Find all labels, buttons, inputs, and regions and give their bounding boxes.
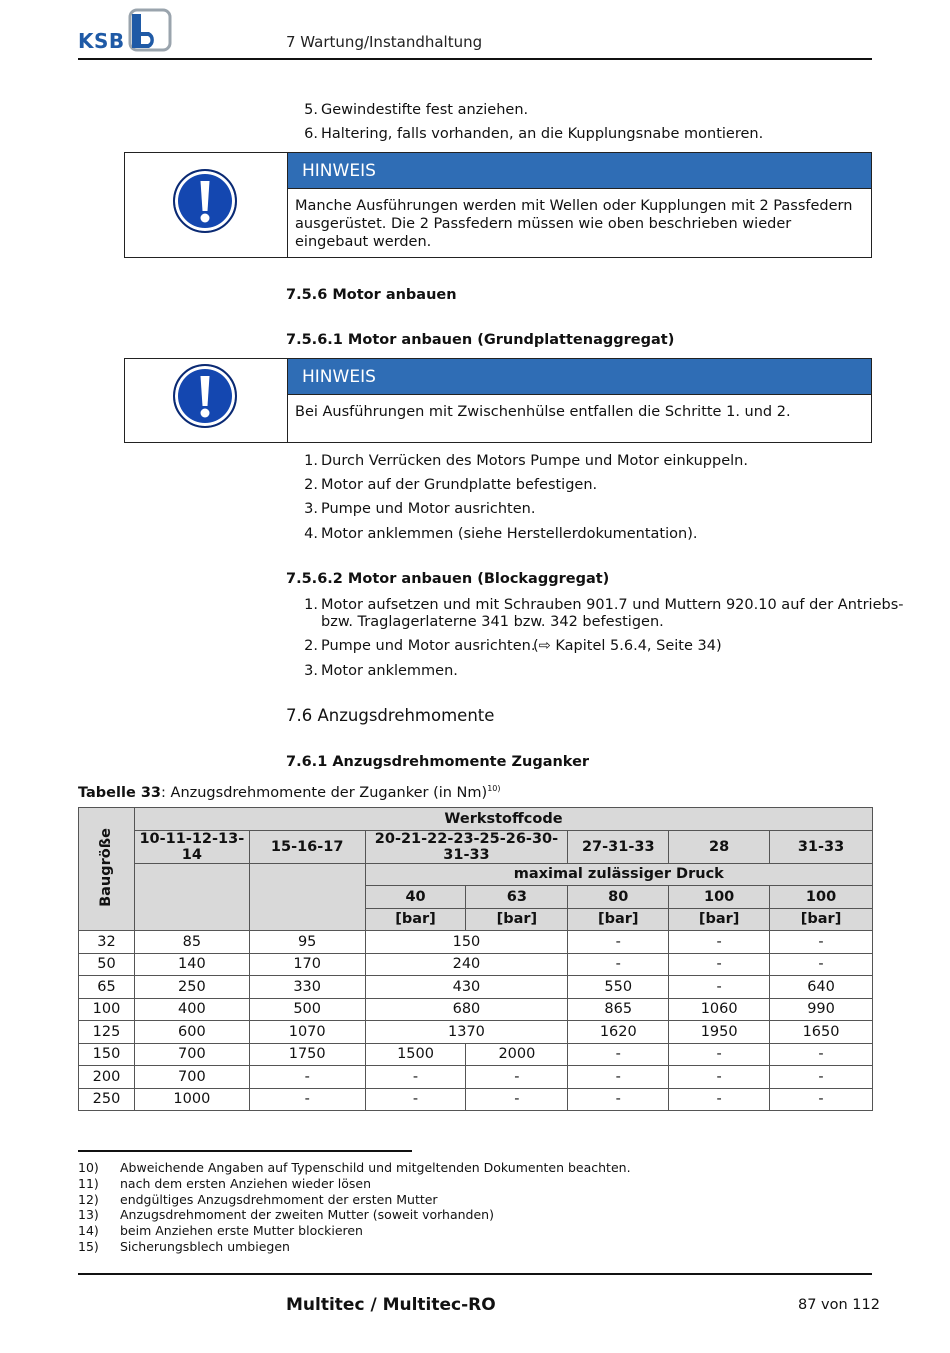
list-item <box>300 476 872 494</box>
ksb-logo-icon <box>127 8 173 52</box>
pressure-value: 80 <box>568 886 669 909</box>
table-cell: - <box>568 1088 669 1111</box>
table-cell: 150 <box>365 931 568 954</box>
pressure-unit: [bar] <box>568 908 669 931</box>
table-row <box>79 953 873 976</box>
table-cell: - <box>568 1066 669 1089</box>
page-number: 87 von 112 <box>798 1297 880 1313</box>
footnote <box>78 1176 872 1192</box>
table-cell: 1060 <box>669 998 770 1021</box>
table-cell: 250 <box>134 976 249 999</box>
footnote-number: 10) <box>78 1160 99 1175</box>
code-header: 28 <box>669 830 770 863</box>
step-text: Gewindestifte fest anziehen. <box>321 102 529 118</box>
footnote-ref: 10) <box>487 784 501 793</box>
list-item <box>300 596 904 632</box>
list-item <box>300 637 872 655</box>
table-cell: 1620 <box>568 1021 669 1044</box>
table-cell: 1070 <box>249 1021 365 1044</box>
table-cell: 140 <box>134 953 249 976</box>
step-text: Durch Verrücken des Motors Pumpe und Motor einkuppeln. <box>321 453 748 469</box>
table-cell: 1000 <box>134 1088 249 1111</box>
step-number: 4. <box>304 526 318 542</box>
footnote-number: 15) <box>78 1239 99 1254</box>
table-cell: - <box>365 1088 466 1111</box>
code-header: 10-11-12-13-14 <box>134 830 249 863</box>
table-cell: - <box>669 1066 770 1089</box>
table-cell: - <box>669 1043 770 1066</box>
table-caption <box>78 784 501 801</box>
table-cell: 1370 <box>365 1021 568 1044</box>
table-cell: 1950 <box>669 1021 770 1044</box>
table-cell: - <box>770 953 873 976</box>
step-number: 1. <box>304 597 318 613</box>
footnotes <box>78 1160 872 1260</box>
step-number: 6. <box>304 126 318 142</box>
step-text: Pumpe und Motor ausrichten. <box>321 501 536 517</box>
table-cell: 990 <box>770 998 873 1021</box>
footnote-rule <box>78 1150 412 1152</box>
table-caption-number: Tabelle 33 <box>78 784 162 801</box>
note-label: HINWEIS <box>288 153 871 189</box>
footer-rule <box>78 1273 872 1275</box>
pressure-unit: [bar] <box>770 908 873 931</box>
table-cell: 600 <box>134 1021 249 1044</box>
row-header: Baugröße <box>98 827 115 907</box>
table-cell: 680 <box>365 998 568 1021</box>
table-cell: 500 <box>249 998 365 1021</box>
table-cell: - <box>669 976 770 999</box>
table-cell: 330 <box>249 976 365 999</box>
table-cell: - <box>669 953 770 976</box>
step-text: Haltering, falls vorhanden, an die Kupplungsnabe montieren. <box>321 126 764 142</box>
step-text: Motor aufsetzen und mit Schrauben 901.7 und Muttern 920.10 auf der Antriebs- <box>321 597 904 613</box>
section-heading: 7.5.6.1 Motor anbauen (Grundplattenaggregat) <box>286 332 675 348</box>
code-header: 15-16-17 <box>249 830 365 863</box>
table-cell: 400 <box>134 998 249 1021</box>
size-cell: 100 <box>79 998 135 1021</box>
step-text: Motor auf der Grundplatte befestigen. <box>321 477 598 493</box>
document-title: Multitec / Multitec-RO <box>286 1295 496 1315</box>
ksb-logo-text: KSB <box>78 29 125 53</box>
step-number: 2. <box>304 638 318 654</box>
table-cell: 865 <box>568 998 669 1021</box>
footnote-text: endgültiges Anzugsdrehmoment der ersten Mutter <box>120 1192 438 1207</box>
table-cell: 700 <box>134 1066 249 1089</box>
row-header-cell <box>79 808 135 931</box>
table-cell: - <box>770 1088 873 1111</box>
table-cell: - <box>568 953 669 976</box>
table-cell: - <box>249 1088 365 1111</box>
footnote-text: nach dem ersten Anziehen wieder lösen <box>120 1176 372 1191</box>
table-cell: - <box>365 1066 466 1089</box>
pressure-value: 40 <box>365 886 466 909</box>
note-icon-cell <box>125 359 288 442</box>
size-cell: 125 <box>79 1021 135 1044</box>
footnote <box>78 1160 872 1176</box>
footnote-text: Abweichende Angaben auf Typenschild und mitgeltenden Dokumenten beachten. <box>120 1160 631 1175</box>
footnote-text: Sicherungsblech umbiegen <box>120 1239 290 1254</box>
footnote-text: Anzugsdrehmoment der zweiten Mutter (soweit vorhanden) <box>120 1207 494 1222</box>
table-cell: 640 <box>770 976 873 999</box>
table-cell: 550 <box>568 976 669 999</box>
code-header: 27-31-33 <box>568 830 669 863</box>
footnote <box>78 1207 872 1223</box>
footnote-number: 14) <box>78 1223 99 1238</box>
footnote-number: 13) <box>78 1207 99 1222</box>
size-cell: 50 <box>79 953 135 976</box>
table-row <box>79 976 873 999</box>
note-text: Manche Ausführungen werden mit Wellen oder Kupplungen mit 2 Passfedern ausgerüstet. Die 2 Passfedern müssen wie oben beschrieben wieder eingebaut werden. <box>295 198 853 250</box>
torque-table <box>78 807 873 1111</box>
list-item <box>300 452 872 470</box>
empty-header <box>134 863 249 931</box>
section-heading: 7.5.6 Motor anbauen <box>286 287 457 303</box>
step-text: bzw. Traglagerlaterne 341 bzw. 342 befestigen. <box>321 614 664 630</box>
table-cell: 1650 <box>770 1021 873 1044</box>
table-cell: 95 <box>249 931 365 954</box>
table-caption-text: : Anzugsdrehmomente der Zuganker (in Nm) <box>161 784 488 801</box>
note-icon-cell <box>125 153 288 257</box>
note-label: HINWEIS <box>288 359 871 395</box>
pressure-value: 100 <box>770 886 873 909</box>
table-cell: - <box>568 931 669 954</box>
pressure-unit: [bar] <box>669 908 770 931</box>
table-cell: 1500 <box>365 1043 466 1066</box>
size-cell: 65 <box>79 976 135 999</box>
table-cell: 2000 <box>466 1043 568 1066</box>
chapter-title: 7 Wartung/Instandhaltung <box>286 33 483 51</box>
table-cell: - <box>669 931 770 954</box>
table-cell: 700 <box>134 1043 249 1066</box>
step-text: Motor anklemmen (siehe Herstellerdokumentation). <box>321 526 698 542</box>
size-cell: 150 <box>79 1043 135 1066</box>
pressure-value: 63 <box>466 886 568 909</box>
footnote-text: beim Anziehen erste Mutter blockieren <box>120 1223 363 1238</box>
note-box <box>124 152 872 258</box>
pressure-header: maximal zulässiger Druck <box>365 863 872 886</box>
pressure-value: 100 <box>669 886 770 909</box>
cross-reference-link[interactable]: (⇨ Kapitel 5.6.4, Seite 34) <box>533 638 722 654</box>
table-cell: - <box>770 1066 873 1089</box>
step-number: 5. <box>304 102 318 118</box>
table-cell: - <box>466 1066 568 1089</box>
step-number: 1. <box>304 453 318 469</box>
list-item <box>300 500 872 518</box>
table-cell: - <box>770 931 873 954</box>
table-row <box>79 931 873 954</box>
table-cell: 240 <box>365 953 568 976</box>
pressure-unit: [bar] <box>365 908 466 931</box>
list-item <box>300 525 872 543</box>
list-item <box>300 101 872 119</box>
table-cell: 1750 <box>249 1043 365 1066</box>
table-row <box>79 998 873 1021</box>
table-row <box>79 1043 873 1066</box>
size-cell: 200 <box>79 1066 135 1089</box>
empty-header <box>249 863 365 931</box>
step-number: 2. <box>304 477 318 493</box>
step-number: 3. <box>304 663 318 679</box>
table-cell: - <box>249 1066 365 1089</box>
footnote-number: 12) <box>78 1192 99 1207</box>
table-cell: - <box>466 1088 568 1111</box>
header-rule <box>78 58 872 60</box>
list-item <box>300 662 872 680</box>
footnote-number: 11) <box>78 1176 99 1191</box>
list-item <box>300 125 872 143</box>
table-row <box>79 1066 873 1089</box>
table-row <box>79 1021 873 1044</box>
section-heading: 7.5.6.2 Motor anbauen (Blockaggregat) <box>286 571 610 587</box>
group-header: Werkstoffcode <box>134 808 872 831</box>
table-cell: 85 <box>134 931 249 954</box>
step-text: Motor anklemmen. <box>321 663 458 679</box>
exclamation-icon <box>173 169 237 233</box>
section-heading: 7.6.1 Anzugsdrehmomente Zuganker <box>286 754 590 770</box>
note-text: Bei Ausführungen mit Zwischenhülse entfallen die Schritte 1. und 2. <box>295 404 791 420</box>
table-cell: 170 <box>249 953 365 976</box>
code-header: 31-33 <box>770 830 873 863</box>
pressure-unit: [bar] <box>466 908 568 931</box>
table-cell: - <box>669 1088 770 1111</box>
size-cell: 250 <box>79 1088 135 1111</box>
step-number: 3. <box>304 501 318 517</box>
table-cell: - <box>568 1043 669 1066</box>
table-cell: 430 <box>365 976 568 999</box>
table-cell: - <box>770 1043 873 1066</box>
note-box <box>124 358 872 443</box>
step-text: Pumpe und Motor ausrichten. <box>321 638 536 654</box>
exclamation-icon <box>173 364 237 428</box>
table-row <box>79 1088 873 1111</box>
code-header: 20-21-22-23-25-26-30-31-33 <box>365 830 568 863</box>
footnote <box>78 1223 872 1239</box>
footnote <box>78 1192 872 1208</box>
size-cell: 32 <box>79 931 135 954</box>
footnote <box>78 1239 872 1255</box>
section-heading: 7.6 Anzugsdrehmomente <box>286 706 495 725</box>
